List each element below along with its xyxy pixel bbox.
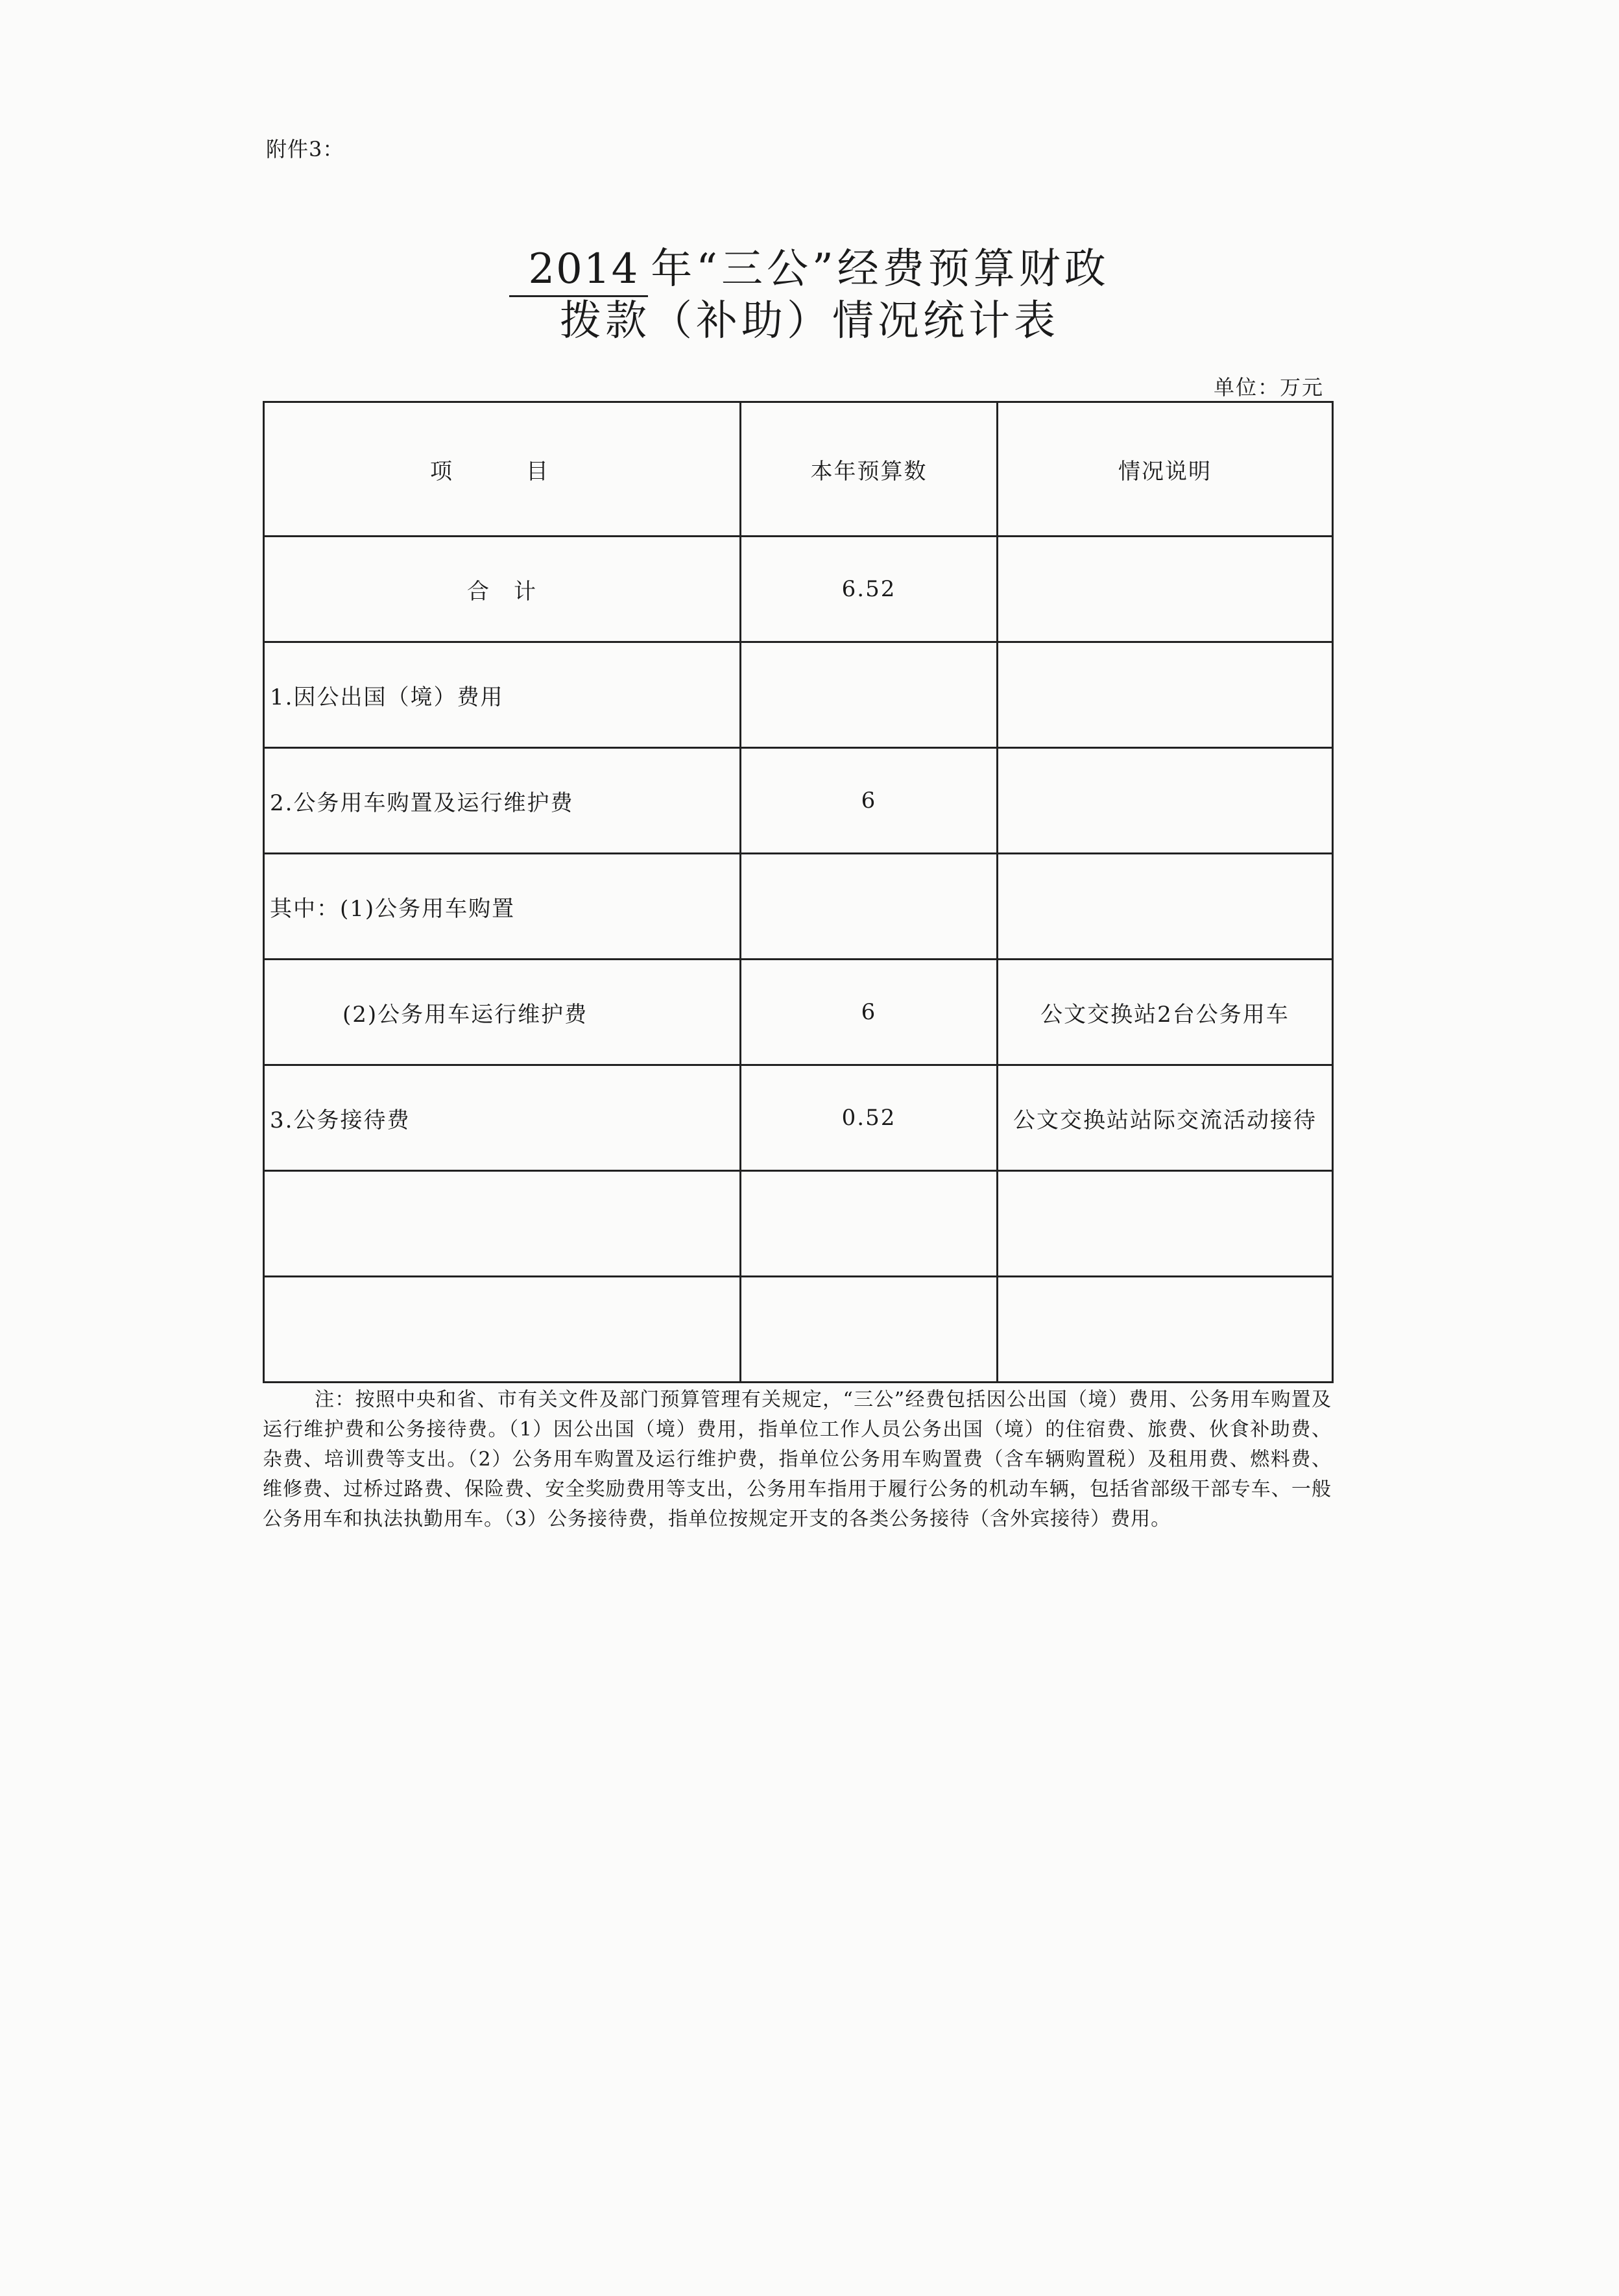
row-item: (2)公务用车运行维护费: [264, 960, 741, 1065]
table-row: [264, 642, 1333, 748]
row-note: [998, 748, 1333, 854]
row-note: [998, 1277, 1333, 1383]
row-item: 2.公务用车购置及运行维护费: [264, 748, 741, 854]
row-note: [998, 642, 1333, 748]
document-title-line1: [0, 243, 1619, 297]
header-note: 情况说明: [998, 402, 1333, 537]
row-item: [264, 1277, 741, 1383]
row-amount: [741, 1277, 998, 1383]
unit-label: 单位：万元: [1213, 375, 1324, 400]
footnote: [263, 1385, 1332, 1534]
row-item: [264, 1171, 741, 1277]
table-row: [264, 854, 1333, 960]
row-note: [998, 1171, 1333, 1277]
row-amount: [741, 854, 998, 960]
header-amount: 本年预算数: [741, 402, 998, 537]
attachment-label: 附件3：: [266, 137, 344, 162]
title-year: 2014: [509, 243, 648, 297]
row-amount: 6: [741, 748, 998, 854]
table-row-empty: [264, 1277, 1333, 1383]
row-item: 其中：(1)公务用车购置: [264, 854, 741, 960]
row-amount: 0.52: [741, 1065, 998, 1171]
table-row-empty: [264, 1171, 1333, 1277]
row-amount: [741, 1171, 998, 1277]
budget-table: [263, 401, 1334, 1383]
row-note: [998, 537, 1333, 642]
row-note: 公文交换站站际交流活动接待: [998, 1065, 1333, 1171]
table-row: [264, 1065, 1333, 1171]
table-row-total: [264, 537, 1333, 642]
row-item: 合 计: [264, 537, 741, 642]
footnote-text: 注：按照中央和省、市有关文件及部门预算管理有关规定，“三公”经费包括因公出国（境）费用、公务用车购置及运行维护费和公务接待费。（1）因公出国（境）费用，指单位工作人员公务出国（境）的住宿费、旅费、伙食补助费、杂费、培训费等支出。（2）公务用车购置及运行维护费，指单位公务用车购置费（含车辆购置税）及租用费、燃料费、维修费、过桥过路费、保险费、安全奖励费用等支出，公务用车指用于履行公务的机动车辆，包括省部级干部专车、一般公务用车和执法执勤用车。（3）公务接待费，指单位按规定开支的各类公务接待（含外宾接待）费用。: [263, 1388, 1332, 1530]
table-row: [264, 748, 1333, 854]
row-amount: 6: [741, 960, 998, 1065]
row-item: 1.因公出国（境）费用: [264, 642, 741, 748]
row-amount: [741, 642, 998, 748]
table-row: [264, 960, 1333, 1065]
row-item: 3.公务接待费: [264, 1065, 741, 1171]
document-title-line2: 拨款（补助）情况统计表: [560, 297, 1059, 345]
row-note: 公文交换站2台公务用车: [998, 960, 1333, 1065]
header-item: 项 目: [264, 402, 741, 537]
row-amount: 6.52: [741, 537, 998, 642]
row-note: [998, 854, 1333, 960]
title-line1-text: 年“三公”经费预算财政: [651, 245, 1110, 293]
table-header-row: [264, 402, 1333, 537]
